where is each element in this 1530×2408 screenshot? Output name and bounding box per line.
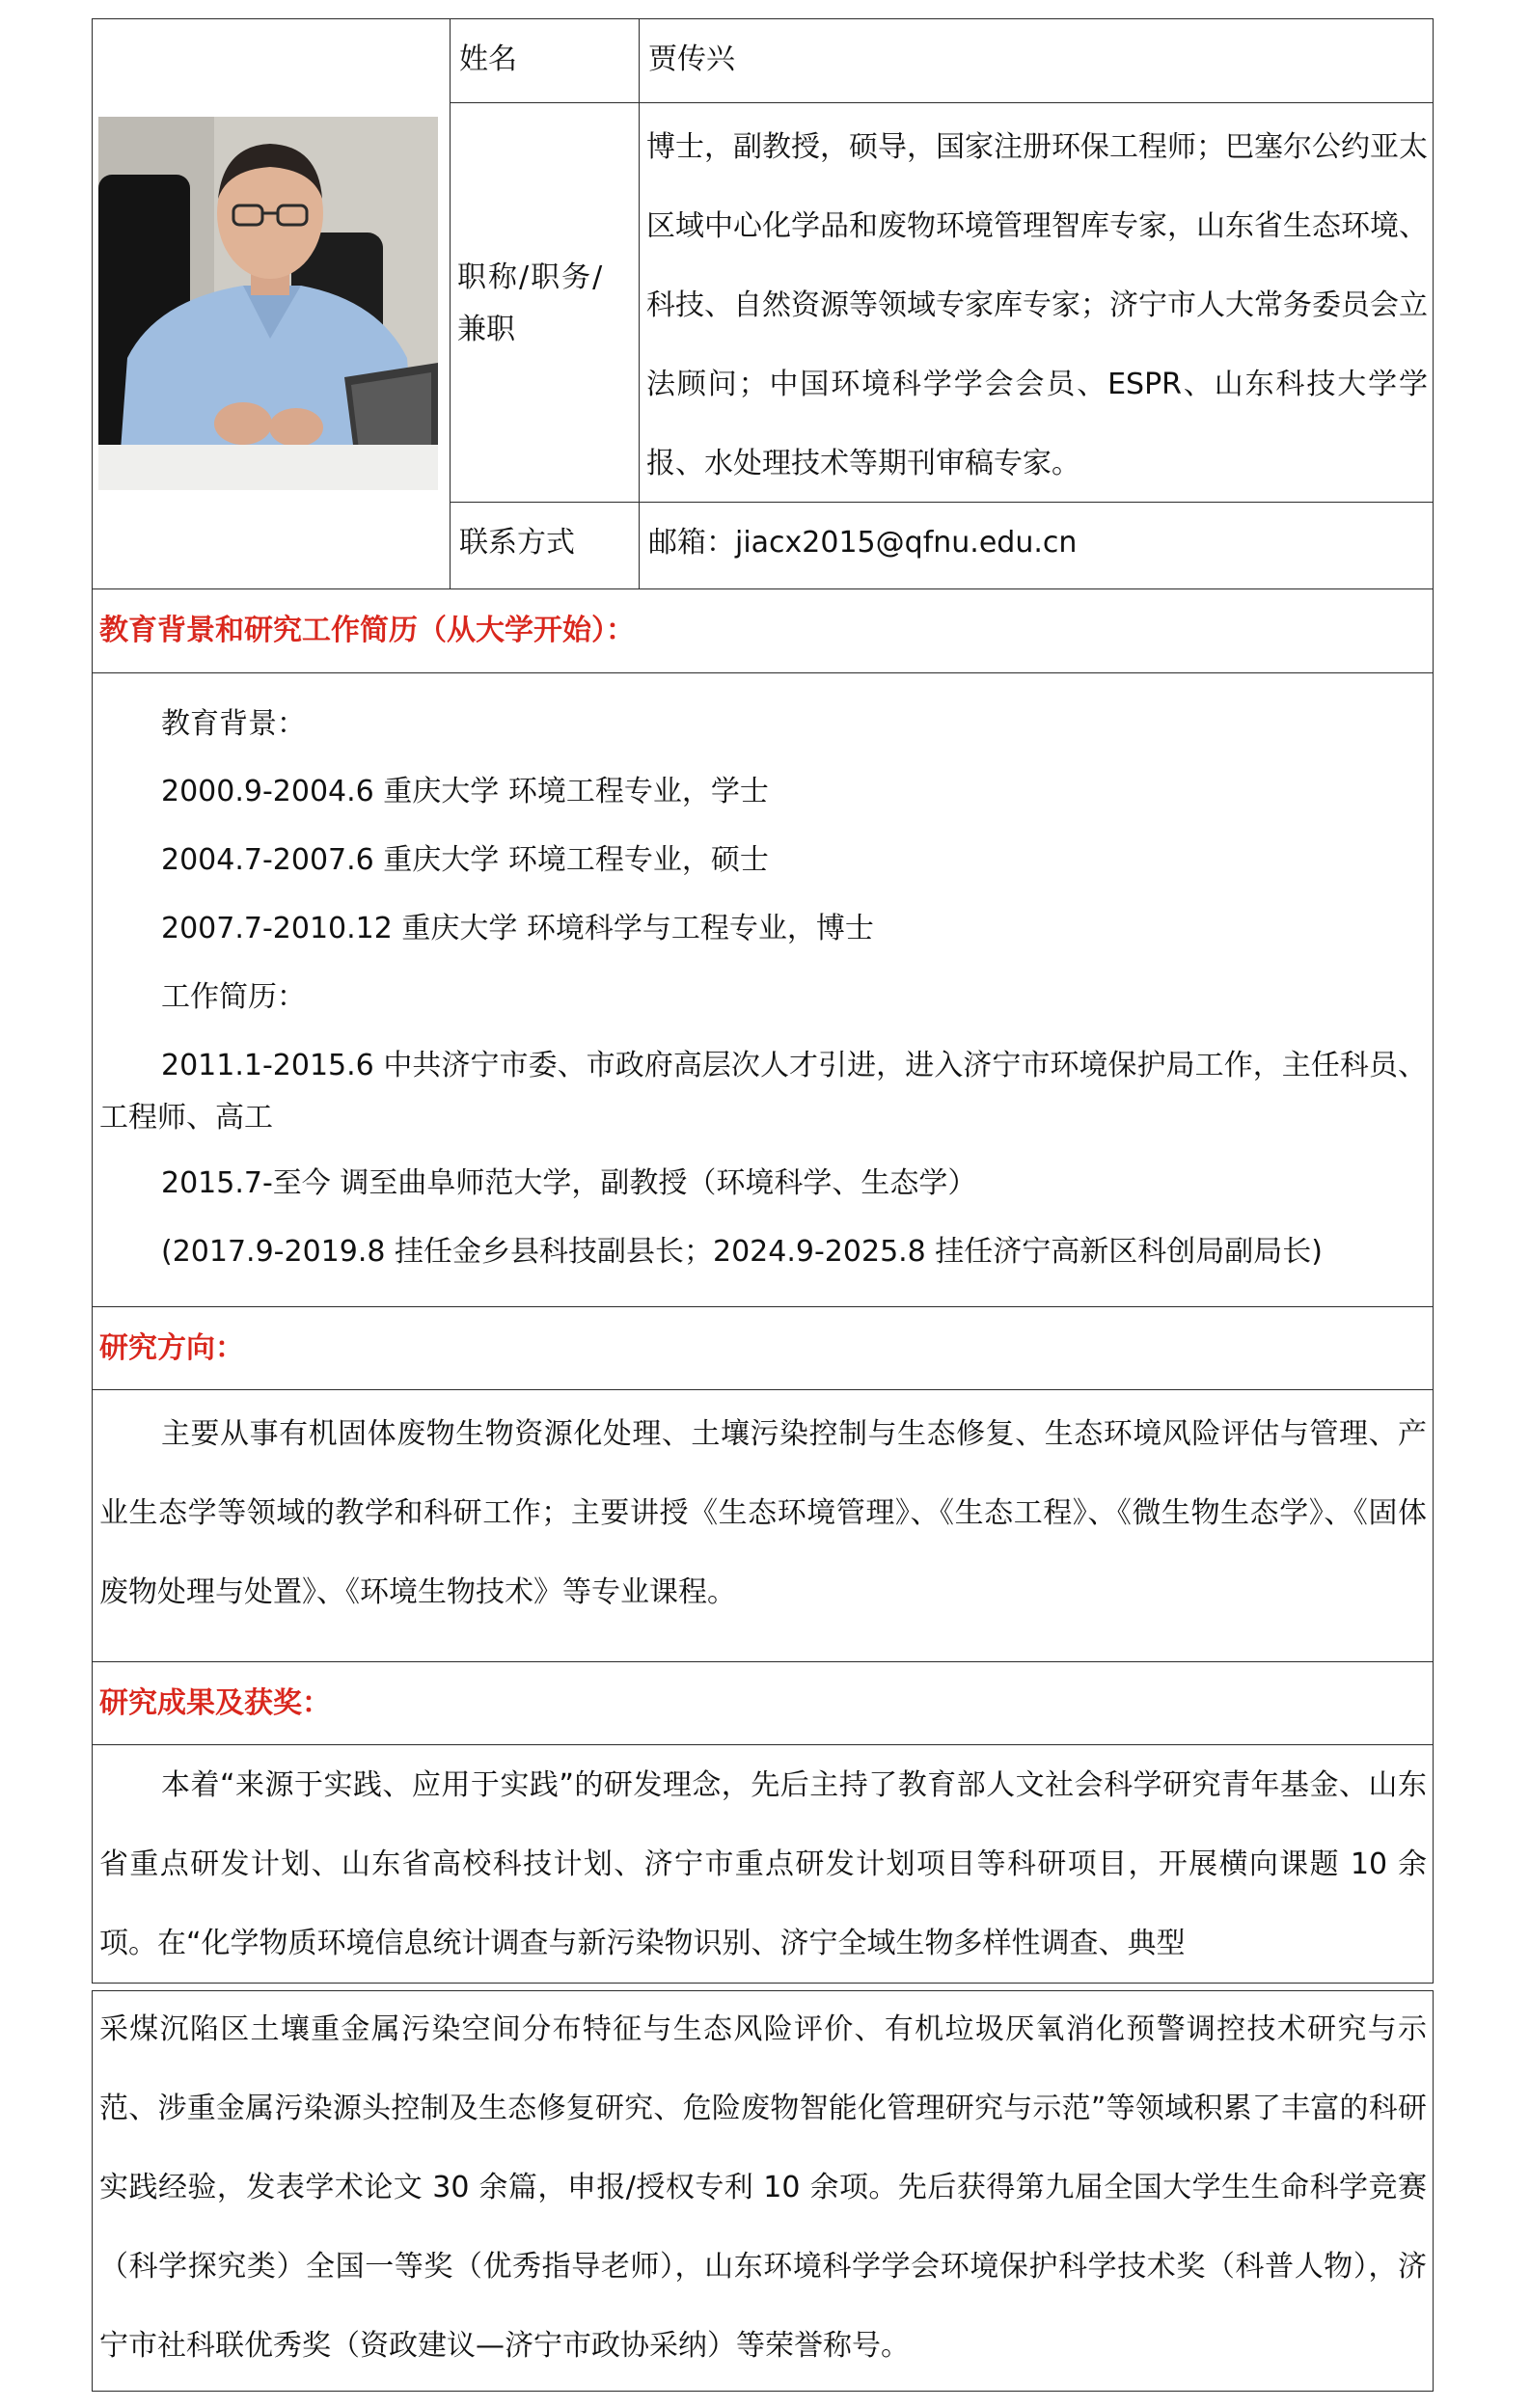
education-item: 2004.7-2007.6 重庆大学 环境工程专业，硕士 bbox=[161, 843, 769, 877]
education-title: 教育背景： bbox=[161, 707, 306, 741]
grid-line bbox=[450, 102, 1434, 103]
grid-line bbox=[92, 672, 1434, 673]
contact-label: 联系方式 bbox=[459, 526, 575, 560]
name-label: 姓名 bbox=[459, 42, 517, 76]
achievements-body-part2: 采煤沉陷区土壤重金属污染空间分布特征与生态风险评价、有机垃圾厌氧消化预警调控技术研究与示范、涉重金属污染源头控制及生态修复研究、危险废物智能化管理研究与示范”等领域积累了丰富的科研实践经验，发表学术论文 30 余篇，申报/授权专利 10 余项。先后获得第九届全国大学生生命科学竞赛（科学探究类）全国一等奖（优秀指导老师），山东环境科学学会环境保护科学技术奖（科普人物），济宁市社科联优秀奖（资政建议—济宁市政协采纳）等荣誉称号。 bbox=[99, 2012, 1427, 2363]
contact-email[interactable]: 邮箱：jiacx2015@qfnu.edu.cn bbox=[648, 526, 1078, 560]
work-item: 2011.1-2015.6 中共济宁市委、市政府高层次人才引进，进入济宁市环境保护局工作，主任科员、工程师、高工 bbox=[99, 1049, 1427, 1135]
grid-line bbox=[92, 1744, 1434, 1745]
education-item: 2007.7-2010.12 重庆大学 环境科学与工程专业，博士 bbox=[161, 912, 874, 945]
education-item: 2000.9-2004.6 重庆大学 环境工程专业，学士 bbox=[161, 775, 769, 808]
title-label-line2: 兼职 bbox=[457, 313, 515, 346]
work-item: (2017.9-2019.8 挂任金乡县科技副县长；2024.9-2025.8 挂任济宁高新区科创局副局长) bbox=[161, 1235, 1324, 1269]
grid-line bbox=[92, 1306, 1434, 1307]
grid-line bbox=[450, 18, 451, 588]
grid-line bbox=[92, 588, 1434, 589]
grid-line bbox=[639, 18, 640, 588]
work-title: 工作简历： bbox=[161, 980, 306, 1014]
research-direction-body: 主要从事有机固体废物生物资源化处理、土壤污染控制与生态修复、生态环境风险评估与管理、产业生态学等领域的教学和科研工作；主要讲授《生态环境管理》、《生态工程》、《微生物生态学》、《固体废物处理与处置》、《环境生物技术》等专业课程。 bbox=[99, 1417, 1427, 1609]
portrait-photo bbox=[98, 117, 438, 490]
achievements-body-part1: 本着“来源于实践、应用于实践”的研发理念，先后主持了教育部人文社会科学研究青年基金、山东省重点研发计划、山东省高校科技计划、济宁市重点研发计划项目等科研项目，开展横向课题 10 余项。在“化学物质环境信息统计调查与新污染物识别、济宁全域生物多样性调查、典型 bbox=[99, 1768, 1427, 1960]
research-direction-heading: 研究方向： bbox=[99, 1331, 244, 1365]
work-item: 2015.7-至今 调至曲阜师范大学，副教授（环境科学、生态学） bbox=[161, 1166, 977, 1200]
education-heading: 教育背景和研究工作简历（从大学开始）： bbox=[99, 614, 635, 647]
name-value: 贾传兴 bbox=[648, 42, 735, 76]
title-value: 博士，副教授，硕导，国家注册环保工程师；巴塞尔公约亚太区域中心化学品和废物环境管理智库专家，山东省生态环境、科技、自然资源等领域专家库专家；济宁市人大常务委员会立法顾问；中国环境科学学会会员、ESPR、山东科技大学学报、水处理技术等期刊审稿专家。 bbox=[646, 130, 1428, 480]
achievements-heading: 研究成果及获奖： bbox=[99, 1686, 331, 1720]
grid-line bbox=[92, 1661, 1434, 1662]
grid-line bbox=[92, 1389, 1434, 1390]
portrait-image bbox=[98, 117, 438, 490]
title-label-line1: 职称/职务/ bbox=[457, 260, 605, 294]
